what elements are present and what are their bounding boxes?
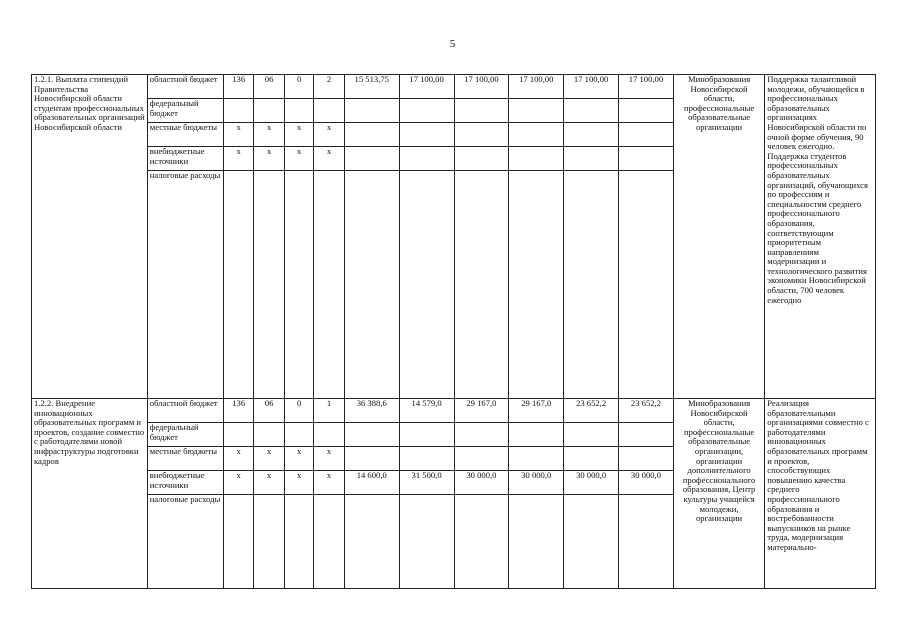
code-cell bbox=[223, 99, 253, 123]
amount-cell: 17 100,00 bbox=[399, 75, 454, 99]
amount-cell: 36 388,6 bbox=[344, 399, 399, 423]
code-cell: x bbox=[223, 471, 253, 495]
amount-cell bbox=[564, 123, 619, 147]
amount-cell bbox=[509, 147, 564, 171]
measure-name: 1.2.1. Выплата стипендий Правительства Новосибирской области студентам профессиональных образовательных организаций Новосибирской области bbox=[32, 75, 148, 399]
funding-source: налоговые расходы bbox=[147, 171, 223, 399]
code-cell bbox=[284, 423, 313, 447]
code-cell: x bbox=[284, 147, 313, 171]
code-cell bbox=[314, 423, 344, 447]
amount-cell bbox=[344, 171, 399, 399]
amount-cell bbox=[344, 447, 399, 471]
funding-source: внебюджетные источники bbox=[147, 147, 223, 171]
amount-cell: 30 000,0 bbox=[509, 471, 564, 495]
code-cell bbox=[254, 171, 284, 399]
code-cell: x bbox=[254, 123, 284, 147]
funding-source: местные бюджеты bbox=[147, 447, 223, 471]
amount-cell bbox=[619, 99, 674, 123]
amount-cell bbox=[509, 423, 564, 447]
amount-cell bbox=[344, 99, 399, 123]
amount-cell: 14 600,0 bbox=[344, 471, 399, 495]
amount-cell bbox=[564, 447, 619, 471]
funding-source: налоговые расходы bbox=[147, 495, 223, 589]
code-cell: 2 bbox=[314, 75, 344, 99]
funding-source: местные бюджеты bbox=[147, 123, 223, 147]
amount-cell bbox=[619, 147, 674, 171]
measure-name: 1.2.2. Внедрение инновационных образовательных программ и проектов, создание совместно с работодателями новой инфраструктуры подготовки кадров bbox=[32, 399, 148, 589]
code-cell: 06 bbox=[254, 75, 284, 99]
code-cell bbox=[284, 171, 313, 399]
code-cell bbox=[254, 495, 284, 589]
amount-cell: 30 000,0 bbox=[564, 471, 619, 495]
code-cell bbox=[314, 99, 344, 123]
amount-cell: 23 652,2 bbox=[564, 399, 619, 423]
amount-cell bbox=[399, 171, 454, 399]
amount-cell bbox=[399, 123, 454, 147]
amount-cell bbox=[619, 423, 674, 447]
funding-source: федеральный бюджет bbox=[147, 99, 223, 123]
amount-cell bbox=[454, 447, 509, 471]
amount-cell: 31 500,0 bbox=[399, 471, 454, 495]
amount-cell bbox=[509, 123, 564, 147]
amount-cell: 17 100,00 bbox=[454, 75, 509, 99]
code-cell bbox=[314, 171, 344, 399]
code-cell bbox=[254, 99, 284, 123]
amount-cell: 17 100,00 bbox=[619, 75, 674, 99]
code-cell: x bbox=[284, 447, 313, 471]
code-cell bbox=[254, 423, 284, 447]
code-cell bbox=[223, 495, 253, 589]
code-cell: x bbox=[254, 147, 284, 171]
code-cell: x bbox=[223, 147, 253, 171]
amount-cell bbox=[564, 147, 619, 171]
funding-source: областной бюджет bbox=[147, 399, 223, 423]
code-cell bbox=[314, 495, 344, 589]
amount-cell bbox=[619, 123, 674, 147]
amount-cell bbox=[399, 495, 454, 589]
code-cell: 1 bbox=[314, 399, 344, 423]
page-number: 5 bbox=[449, 38, 456, 50]
amount-cell: 23 652,2 bbox=[619, 399, 674, 423]
code-cell: 0 bbox=[284, 399, 313, 423]
funding-source: федеральный бюджет bbox=[147, 423, 223, 447]
amount-cell bbox=[454, 423, 509, 447]
code-cell: x bbox=[223, 447, 253, 471]
amount-cell: 30 000,0 bbox=[619, 471, 674, 495]
amount-cell bbox=[619, 495, 674, 589]
code-cell: x bbox=[284, 123, 313, 147]
amount-cell bbox=[344, 423, 399, 447]
executor: Минобразования Новосибирской области, профессиональные образовательные организации bbox=[673, 75, 764, 399]
amount-cell bbox=[564, 423, 619, 447]
amount-cell bbox=[344, 147, 399, 171]
code-cell bbox=[223, 171, 253, 399]
amount-cell: 14 579,0 bbox=[399, 399, 454, 423]
amount-cell bbox=[454, 123, 509, 147]
code-cell: x bbox=[314, 147, 344, 171]
amount-cell bbox=[564, 99, 619, 123]
code-cell: 0 bbox=[284, 75, 313, 99]
amount-cell: 30 000,0 bbox=[454, 471, 509, 495]
funding-source: областной бюджет bbox=[147, 75, 223, 99]
amount-cell bbox=[509, 171, 564, 399]
amount-cell bbox=[399, 423, 454, 447]
code-cell: x bbox=[314, 123, 344, 147]
expected-result: Реализация образовательными организациями совместно с работодателями инновационных образовательных программ и проектов, способствующих повышению качества среднего профессионального образования и востребованности выпускников на рынке труда, модернизация материально- bbox=[765, 399, 876, 589]
executor: Минобразования Новосибирской области, профессиональные образовательные организации, организации дополнительного профессионального образования, Центр культуры учащейся молодежи, организации bbox=[673, 399, 764, 589]
code-cell: 06 bbox=[254, 399, 284, 423]
amount-cell bbox=[454, 495, 509, 589]
amount-cell: 17 100,00 bbox=[564, 75, 619, 99]
amount-cell bbox=[454, 99, 509, 123]
amount-cell: 17 100,00 bbox=[509, 75, 564, 99]
amount-cell bbox=[454, 147, 509, 171]
code-cell bbox=[284, 495, 313, 589]
amount-cell bbox=[399, 99, 454, 123]
code-cell bbox=[223, 423, 253, 447]
amount-cell bbox=[564, 495, 619, 589]
expected-result: Поддержка талантливой молодежи, обучающейся в профессиональных образовательных организациях Новосибирской области по очной форме обучения, 90 человек ежегодно. Поддержка студентов профессиональных образовательных организаций, обучающихся по профессиям и специальностям среднего профессионального образования, соответствующим приоритетным направлениям модернизации и технологического развития экономики Новосибирской области, 700 человек ежегодно bbox=[765, 75, 876, 399]
amount-cell bbox=[564, 171, 619, 399]
amount-cell: 29 167,0 bbox=[454, 399, 509, 423]
amount-cell bbox=[619, 171, 674, 399]
amount-cell bbox=[454, 171, 509, 399]
program-table bbox=[31, 74, 876, 589]
amount-cell bbox=[344, 123, 399, 147]
code-cell: x bbox=[314, 447, 344, 471]
code-cell: x bbox=[284, 471, 313, 495]
code-cell: x bbox=[314, 471, 344, 495]
code-cell: 136 bbox=[223, 75, 253, 99]
amount-cell bbox=[399, 447, 454, 471]
funding-source: внебюджетные источники bbox=[147, 471, 223, 495]
amount-cell: 29 167,0 bbox=[509, 399, 564, 423]
amount-cell bbox=[619, 447, 674, 471]
amount-cell bbox=[509, 495, 564, 589]
amount-cell bbox=[344, 495, 399, 589]
amount-cell bbox=[399, 147, 454, 171]
code-cell: x bbox=[254, 471, 284, 495]
amount-cell: 15 513,75 bbox=[344, 75, 399, 99]
amount-cell bbox=[509, 99, 564, 123]
amount-cell bbox=[509, 447, 564, 471]
code-cell: x bbox=[223, 123, 253, 147]
table-row bbox=[32, 75, 876, 99]
code-cell: x bbox=[254, 447, 284, 471]
code-cell bbox=[284, 99, 313, 123]
table-row bbox=[32, 399, 876, 423]
code-cell: 136 bbox=[223, 399, 253, 423]
